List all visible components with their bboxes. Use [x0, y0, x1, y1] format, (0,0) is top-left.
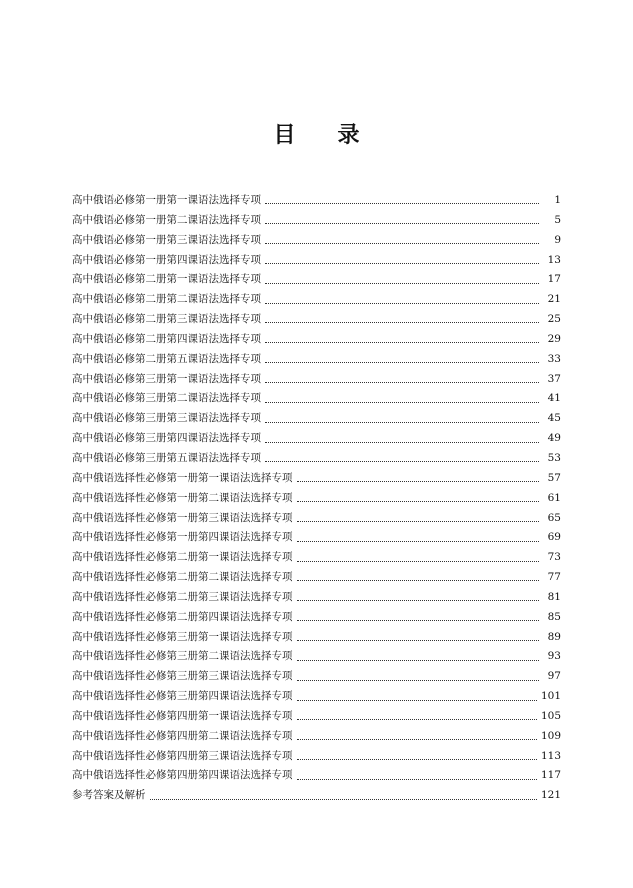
toc-entry-title: 高中俄语选择性必修第二册第四课语法选择专项 — [72, 610, 293, 623]
toc-entry-page-number: 37 — [547, 372, 561, 385]
toc-entry-title: 高中俄语必修第三册第五课语法选择专项 — [72, 451, 261, 464]
toc-entry[interactable] — [72, 310, 561, 330]
toc-entry[interactable] — [72, 469, 561, 489]
dot-leader — [297, 541, 540, 542]
toc-entry[interactable] — [72, 191, 561, 211]
dot-leader — [297, 521, 540, 522]
dot-leader — [297, 580, 540, 581]
dot-leader — [265, 303, 539, 304]
dot-leader — [265, 223, 539, 224]
toc-entry[interactable] — [72, 449, 561, 469]
toc-entry-page-number: 61 — [547, 491, 561, 504]
toc-entry-page-number: 9 — [554, 233, 561, 246]
toc-entry-title: 高中俄语选择性必修第四册第二课语法选择专项 — [72, 729, 293, 742]
toc-entry-page-number: 33 — [547, 352, 561, 365]
toc-entry-page-number: 81 — [547, 590, 561, 603]
toc-entry-page-number: 53 — [547, 451, 561, 464]
toc-entry-page-number: 1 — [554, 194, 561, 206]
toc-entry[interactable] — [72, 786, 561, 806]
dot-leader — [265, 243, 539, 244]
toc-entry[interactable] — [72, 747, 561, 767]
toc-entry-title: 高中俄语选择性必修第二册第三课语法选择专项 — [72, 590, 293, 603]
toc-entry-page-number: 49 — [547, 432, 561, 445]
toc-entry-title: 高中俄语选择性必修第三册第四课语法选择专项 — [72, 690, 293, 703]
toc-entry[interactable] — [72, 528, 561, 548]
dot-leader — [265, 442, 539, 443]
dot-leader — [297, 620, 540, 621]
title-char-2: 录 — [337, 122, 360, 148]
toc-entry-page-number: 17 — [547, 273, 561, 286]
toc-entry-title: 高中俄语必修第一册第二课语法选择专项 — [72, 213, 261, 226]
dot-leader — [265, 402, 539, 403]
toc-entry-page-number: 101 — [540, 690, 561, 703]
toc-entry[interactable] — [72, 389, 561, 409]
toc-entry-page-number: 93 — [547, 650, 561, 663]
toc-entry[interactable] — [72, 588, 561, 608]
dot-leader — [265, 422, 539, 423]
dot-leader — [297, 759, 537, 760]
toc-entry[interactable] — [72, 290, 561, 310]
toc-entry-page-number: 57 — [547, 471, 561, 484]
toc-entry-page-number: 89 — [547, 630, 561, 643]
toc-entry-title: 高中俄语必修第三册第二课语法选择专项 — [72, 392, 261, 405]
toc-entry-page-number: 69 — [547, 531, 561, 544]
dot-leader — [265, 461, 539, 462]
toc-entry-title: 高中俄语必修第一册第三课语法选择专项 — [72, 233, 261, 246]
toc-entry[interactable] — [72, 727, 561, 747]
toc-entry-title: 高中俄语必修第三册第三课语法选择专项 — [72, 412, 261, 425]
toc-entry[interactable] — [72, 687, 561, 707]
toc-entry[interactable] — [72, 548, 561, 568]
toc-entry[interactable] — [72, 429, 561, 449]
toc-entry[interactable] — [72, 489, 561, 509]
toc-entry[interactable] — [72, 707, 561, 727]
dot-leader — [297, 700, 537, 701]
dot-leader — [150, 799, 537, 800]
dot-leader — [297, 719, 537, 720]
toc-entry[interactable] — [72, 350, 561, 370]
dot-leader — [297, 779, 537, 780]
dot-leader — [265, 322, 539, 323]
dot-leader — [265, 382, 539, 383]
toc-entry[interactable] — [72, 766, 561, 786]
toc-entry-title: 高中俄语必修第二册第五课语法选择专项 — [72, 352, 261, 365]
toc-entry-title: 高中俄语选择性必修第二册第二课语法选择专项 — [72, 571, 293, 584]
table-of-contents — [72, 191, 561, 806]
toc-entry-title: 高中俄语选择性必修第一册第二课语法选择专项 — [72, 491, 293, 504]
toc-entry[interactable] — [72, 370, 561, 390]
dot-leader — [297, 481, 540, 482]
toc-entry-title: 高中俄语选择性必修第四册第三课语法选择专项 — [72, 749, 293, 762]
toc-entry-page-number: 77 — [547, 571, 561, 584]
toc-entry-page-number: 105 — [540, 709, 561, 722]
toc-entry-title: 高中俄语选择性必修第三册第二课语法选择专项 — [72, 650, 293, 663]
toc-entry-title: 高中俄语选择性必修第二册第一课语法选择专项 — [72, 551, 293, 564]
toc-entry-title: 高中俄语选择性必修第四册第四课语法选择专项 — [72, 769, 293, 782]
toc-entry-title: 高中俄语必修第一册第四课语法选择专项 — [72, 253, 261, 266]
toc-entry-page-number: 25 — [547, 313, 561, 326]
dot-leader — [297, 739, 537, 740]
page-title — [0, 118, 633, 149]
toc-entry[interactable] — [72, 509, 561, 529]
toc-entry[interactable] — [72, 608, 561, 628]
toc-entry-page-number: 41 — [547, 392, 561, 405]
toc-entry-title: 高中俄语必修第二册第一课语法选择专项 — [72, 273, 261, 286]
toc-entry-title: 高中俄语必修第三册第四课语法选择专项 — [72, 432, 261, 445]
toc-entry-page-number: 45 — [547, 412, 561, 425]
toc-entry[interactable] — [72, 270, 561, 290]
dot-leader — [265, 362, 539, 363]
dot-leader — [265, 342, 539, 343]
toc-entry-page-number: 73 — [547, 551, 561, 564]
toc-entry-page-number: 121 — [540, 789, 561, 802]
toc-entry-page-number: 21 — [547, 293, 561, 306]
toc-entry-title: 高中俄语必修第二册第三课语法选择专项 — [72, 313, 261, 326]
dot-leader — [265, 263, 539, 264]
toc-entry-title: 参考答案及解析 — [72, 789, 146, 802]
toc-entry[interactable] — [72, 568, 561, 588]
toc-entry-title: 高中俄语必修第二册第二课语法选择专项 — [72, 293, 261, 306]
toc-entry-title: 高中俄语选择性必修第三册第一课语法选择专项 — [72, 630, 293, 643]
toc-entry-page-number: 29 — [547, 332, 561, 345]
toc-entry-title: 高中俄语选择性必修第一册第四课语法选择专项 — [72, 531, 293, 544]
dot-leader — [265, 203, 539, 204]
toc-entry-title: 高中俄语必修第二册第四课语法选择专项 — [72, 332, 261, 345]
dot-leader — [297, 660, 540, 661]
toc-entry-page-number: 85 — [547, 610, 561, 623]
dot-leader — [297, 600, 540, 601]
toc-entry-page-number: 5 — [554, 213, 561, 226]
toc-entry-page-number: 113 — [540, 749, 561, 762]
toc-entry-title: 高中俄语必修第三册第一课语法选择专项 — [72, 372, 261, 385]
dot-leader — [297, 501, 540, 502]
toc-entry[interactable] — [72, 647, 561, 667]
toc-entry-title: 高中俄语选择性必修第一册第一课语法选择专项 — [72, 471, 293, 484]
toc-entry[interactable] — [72, 667, 561, 687]
toc-entry-title: 高中俄语选择性必修第一册第三课语法选择专项 — [72, 511, 293, 524]
dot-leader — [297, 680, 540, 681]
toc-entry-page-number: 117 — [540, 769, 561, 782]
dot-leader — [297, 561, 540, 562]
toc-entry[interactable] — [72, 211, 561, 231]
toc-entry[interactable] — [72, 330, 561, 350]
toc-entry[interactable] — [72, 409, 561, 429]
toc-entry[interactable] — [72, 251, 561, 271]
dot-leader — [265, 283, 539, 284]
toc-entry-page-number: 13 — [547, 253, 561, 266]
toc-entry-page-number: 65 — [547, 511, 561, 524]
toc-entry[interactable] — [72, 231, 561, 251]
toc-entry-page-number: 97 — [547, 670, 561, 683]
toc-entry-title: 高中俄语选择性必修第三册第三课语法选择专项 — [72, 670, 293, 683]
toc-entry-page-number: 109 — [540, 729, 561, 742]
dot-leader — [297, 640, 540, 641]
toc-entry-title: 高中俄语选择性必修第四册第一课语法选择专项 — [72, 709, 293, 722]
toc-entry-title: 高中俄语必修第一册第一课语法选择专项 — [72, 194, 261, 206]
toc-entry[interactable] — [72, 628, 561, 648]
title-char-1: 目 — [273, 122, 296, 148]
